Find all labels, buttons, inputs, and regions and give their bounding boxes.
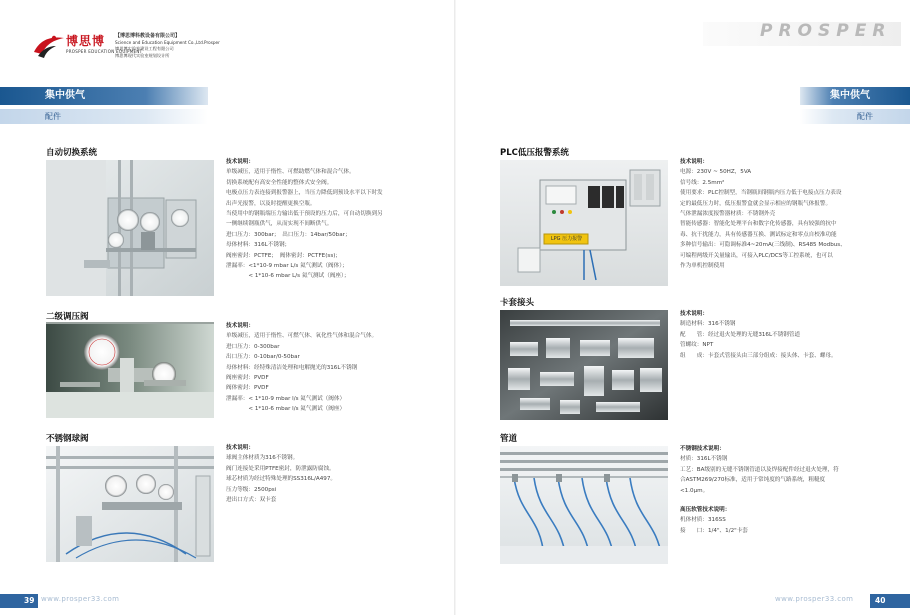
product-spec bbox=[680, 157, 846, 271]
section-title-bar-left: 集中供气 bbox=[0, 87, 208, 105]
product-spec bbox=[680, 444, 839, 536]
spec-line: 阀体密封：PVDF bbox=[226, 385, 269, 392]
spec-line: 进口压力：0-300bar bbox=[226, 343, 280, 350]
logo-cn-text: 博思博 bbox=[66, 34, 106, 48]
company-logo bbox=[32, 30, 232, 64]
panel-label: LPG 压力报警 bbox=[550, 236, 583, 242]
spec-line: 母体材料：经特殊清洁处理和电解抛光的316L不锈钢 bbox=[226, 364, 358, 371]
company-line: 【博思博科教设备有限公司】 bbox=[115, 33, 181, 39]
spec-line: 球芯材质为经过特殊处理的SS316L/A497。 bbox=[226, 476, 337, 483]
spec-heading: 技术说明： bbox=[680, 159, 708, 165]
section-subtitle-bar-right: 配件 bbox=[800, 109, 910, 124]
product-spec bbox=[226, 443, 336, 505]
spec-line: 制造材料：316不锈钢 bbox=[680, 321, 736, 328]
spec-line: 机体材质：316SS bbox=[680, 517, 726, 524]
spec-line: < 1*10-6 mbar l/s 氦气测试（阀座） bbox=[226, 406, 346, 413]
spec-line: 阀门连接处采用PTFE密封，防泄露防腐蚀。 bbox=[226, 465, 335, 472]
spec-line: 毒、抗干扰能力，具有传感器互换、测试标定和零点自校准功能 bbox=[680, 231, 837, 238]
spec-line: 切换系统配有高安全性能的整体式安全阀。 bbox=[226, 179, 333, 186]
product-spec bbox=[226, 321, 377, 415]
footer-left bbox=[0, 594, 200, 608]
spec-heading: 技术说明： bbox=[226, 159, 254, 165]
spec-line: 组 成：卡套式管接头由三部分组成：接头体、卡套、螺母。 bbox=[680, 352, 837, 359]
page-number-left: 39 bbox=[0, 594, 38, 608]
plc-alarm-system-photo bbox=[500, 160, 668, 286]
spec-line: 可编程两级开关量输出，可接入PLC/DCS等工控系统，也可以 bbox=[680, 252, 833, 259]
spec-line: 阀座密封：PVDF bbox=[226, 375, 269, 382]
section-subtitle-bar-left: 配件 bbox=[0, 109, 208, 124]
logo-en-text: PROSPER EDUCATION EQUIPMENT bbox=[66, 49, 143, 54]
auto-switching-system-photo bbox=[46, 160, 214, 296]
website-url-right[interactable]: www.prosper33.com bbox=[775, 595, 854, 603]
spec-line: 泄漏率：<1*10-9 mbar L/s 氦气测试（阀体）； bbox=[226, 263, 348, 270]
spec-line: 压力等级：2500psi bbox=[226, 486, 277, 493]
spec-line: 出声光报警，以及时提醒更换空瓶。 bbox=[226, 200, 316, 207]
footer-right bbox=[770, 594, 910, 608]
spec-line: 母体材料：316L不锈钢； bbox=[226, 242, 291, 249]
spec-line: 气体泄漏浓度报警器材质：不锈钢外壳 bbox=[680, 211, 776, 218]
spec-line: 单级减压，适用于惰性、可燃助燃气体和混合气体。 bbox=[226, 169, 355, 176]
spec-line: 智能传感器：智能化处理平台和数字化传感器，具有较强的抗中 bbox=[680, 221, 837, 228]
spec-heading: 不锈钢技术说明： bbox=[680, 446, 725, 452]
website-url-left[interactable]: www.prosper33.com bbox=[41, 595, 120, 603]
spec-line: 多种信号输出：可隐调标准4~20mA(三线制)、RS485 Modbus、 bbox=[680, 242, 846, 249]
stainless-ball-valve-photo bbox=[46, 446, 214, 562]
spec-line: 定的最低压力时，低压报警盒就会显示相应的钢瓶气体报警。 bbox=[680, 200, 832, 207]
spec-heading: 技术说明： bbox=[226, 445, 254, 451]
spec-heading-secondary: 高压软管技术说明： bbox=[680, 507, 731, 514]
spec-line: 进口压力：300bar； 出口压力：14bar/50bar； bbox=[226, 231, 351, 238]
brand-wordmark: PROSPER bbox=[760, 21, 892, 41]
spec-line: 工艺：BA级别的无缝不锈钢管道以及焊接配件经过退火处理，符 bbox=[680, 466, 839, 473]
company-line: Science and Education Equipment Co.,Ltd.Prosper bbox=[115, 39, 220, 45]
spec-line: 当使用中的钢瓶端压力输出低于预设的压力后，可自动切换到另 bbox=[226, 211, 383, 218]
spec-line: <1.0μm。 bbox=[680, 487, 709, 494]
spec-line: 电源：230V ~ 50HZ，5VA bbox=[680, 169, 752, 176]
product-title: 二级调压阀 bbox=[46, 312, 89, 322]
spec-line: 使用要求：PLC控制型，当钢瓶间钢瓶内压力低于电接点压力表设 bbox=[680, 190, 842, 197]
product-spec bbox=[226, 157, 383, 282]
spec-heading: 技术说明： bbox=[226, 323, 254, 329]
company-name-lines bbox=[115, 33, 220, 59]
section-title-bar-right: 集中供气 bbox=[800, 87, 910, 105]
spec-line: 材质：316L不锈钢 bbox=[680, 456, 728, 463]
spec-line: 单级减压，适用于惰性、可燃气体、氧化性气体和混合气体。 bbox=[226, 333, 378, 340]
page-number-right: 40 bbox=[870, 594, 910, 608]
product-spec bbox=[680, 309, 837, 361]
spec-line: 配 管：经过退火处理的无缝316L不锈钢管道 bbox=[680, 331, 801, 338]
ferrule-fittings-photo bbox=[500, 310, 668, 420]
pipeline-photo bbox=[500, 446, 668, 564]
spec-line: 一侧继续钢瓶供气，从而实现不间断供气。 bbox=[226, 221, 333, 228]
spec-line: 作为单机控制使用 bbox=[680, 263, 725, 270]
spec-line: 阀座密封：PCTFE； 阀体密封：PCTFE(ss)； bbox=[226, 252, 342, 259]
product-title: 管道 bbox=[500, 434, 518, 444]
spec-line: 接 口：1/4"、1/2"卡套 bbox=[680, 527, 748, 534]
product-title: 不锈钢球阀 bbox=[46, 434, 89, 444]
spec-line: 电极点压力表连接到报警器上，当压力降低到预设水平以下时发 bbox=[226, 190, 383, 197]
spec-line: 合ASTM269/270标准，适用于常纯度的气路系统，粗糙度 bbox=[680, 477, 826, 484]
spec-line: 管螺纹：NPT bbox=[680, 342, 714, 349]
two-stage-regulator-photo bbox=[46, 322, 214, 418]
product-title: PLC低压报警系统 bbox=[500, 148, 569, 158]
spec-line: 出口压力：0-10bar/0-50bar bbox=[226, 354, 300, 361]
product-title: 卡套接头 bbox=[500, 298, 535, 308]
spec-line: 进出口方式：双卡套 bbox=[226, 497, 277, 504]
spec-line: 泄漏率：< 1*10-9 mbar l/s 氦气测试（阀体） bbox=[226, 395, 346, 402]
company-line: 博思博实验室建设工程有限公司 bbox=[115, 46, 174, 52]
spec-line: 球阀主体材质为316不锈钢。 bbox=[226, 455, 299, 462]
company-line: 博思博现代实验室规划设计所 bbox=[115, 52, 170, 58]
spec-heading: 技术说明： bbox=[680, 311, 708, 317]
spec-line: < 1*10-6 mbar L/s 氦气测试（阀座）； bbox=[226, 273, 350, 280]
product-title: 自动切换系统 bbox=[46, 148, 98, 158]
logo-mark-icon bbox=[32, 32, 66, 60]
spec-line: 信号线：2.5mm² bbox=[680, 179, 725, 186]
